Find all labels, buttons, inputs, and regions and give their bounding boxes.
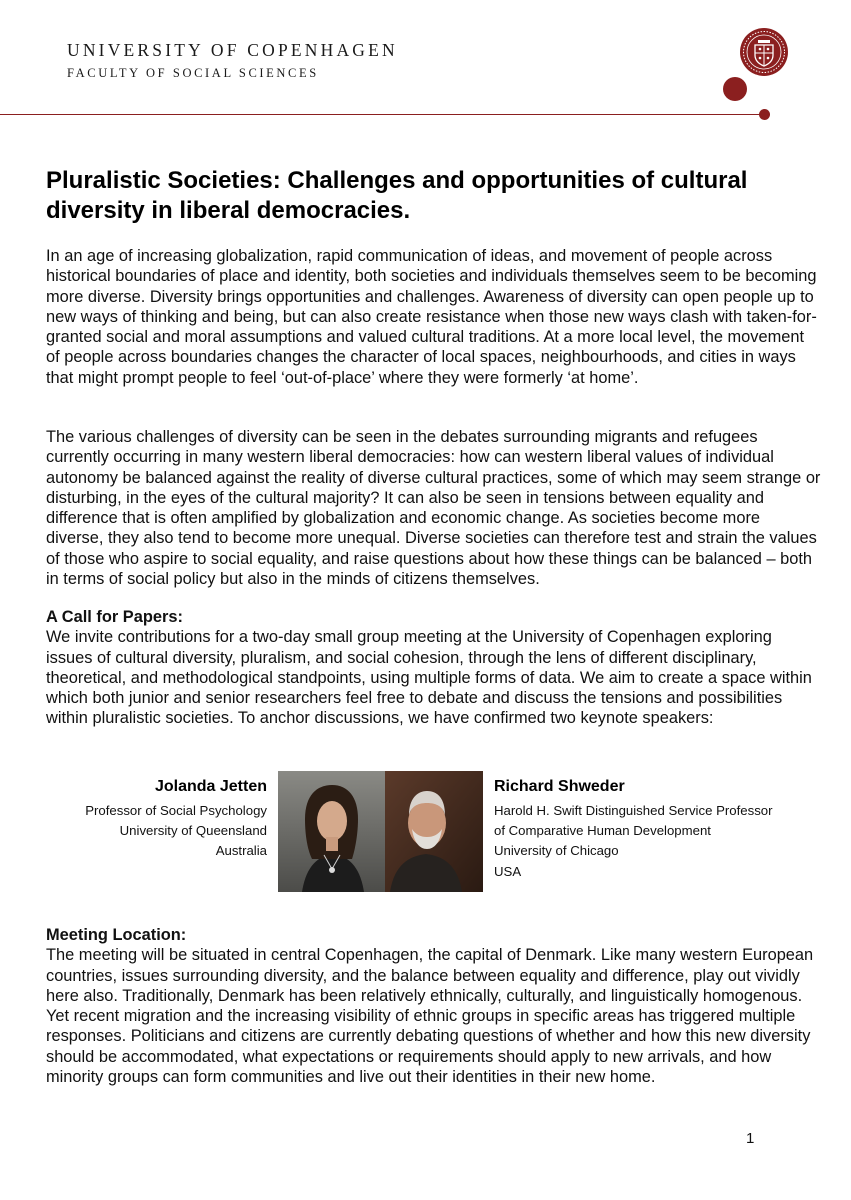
- call-for-papers-text: We invite contributions for a two-day small group meeting at the University of Copenhagen exploring issues of cultural diversity, pluralism, and social cohesion, through the lens of different disciplinary, theoretical, and methodological standpoints, using multiple forms of data. We aim to create a space within which both junior and senior researchers feel free to debate and discuss the tensions and possibilities within pluralistic societies. To anchor discussions, we have confirmed two keynote speakers:: [46, 628, 812, 728]
- page-title: Pluralistic Societies: Challenges and opportunities of cultural diversity in liberal democracies.: [46, 167, 748, 224]
- speaker-country: Australia: [215, 843, 267, 859]
- page-number: 1: [746, 1130, 755, 1147]
- call-for-papers-heading: A Call for Papers:: [46, 608, 183, 626]
- speaker-photos: [278, 771, 483, 892]
- speaker-card-shweder: [494, 778, 824, 882]
- meeting-location-text: The meeting will be situated in central Copenhagen, the capital of Denmark. Like many western European countries, issues surrounding diversity, and the balance between equality and difference, play out vividly here also. Traditionally, Denmark has been relatively ethnically, culturally, and linguistically homogenous. Yet recent migration and the increasing visibility of ethnic groups in specific areas has triggered multiple responses. Politicians and citizens are currently debating questions of whether and how this new diversity should be accommodated, what expectations or requirements should apply to new arrivals, and how minority groups can form communities and live out their identities in their new home.: [46, 946, 814, 1087]
- university-seal-icon: [739, 27, 789, 77]
- speaker-name: Jolanda Jetten: [154, 778, 267, 795]
- photo-jolanda-jetten: [278, 771, 385, 892]
- speaker-country: USA: [494, 863, 522, 879]
- speaker-institution: University of Queensland: [119, 823, 267, 839]
- intro-paragraph-2: The various challenges of diversity can be seen in the debates surrounding migrants and refugees currently occurring in many western liberal democracies: how can western liberal values of individual autonomy be balanced against the reality of diverse cultural practices, some of which may seem strange or disturbing, in the eyes of the cultural majority? It can also be seen in tensions between equality and difference that is often amplified by globalization and economic change. As societies become more diverse, they also tend to become more unequal. Diverse societies can therefore test and strain the values of those who aspire to social equality, and raise questions about how these things can be balanced – both in terms of social policy but also in the minds of citizens themselves.: [46, 428, 821, 589]
- speaker-institution: University of Chicago: [494, 843, 619, 859]
- faculty-name: FACULTY OF SOCIAL SCIENCES: [67, 66, 319, 80]
- decorative-dot-large: [723, 77, 747, 101]
- speaker-title: Professor of Social Psychology: [85, 803, 267, 818]
- university-name: UNIVERSITY OF COPENHAGEN: [67, 40, 398, 60]
- intro-paragraph-1: In an age of increasing globalization, rapid communication of ideas, and movement of people across historical boundaries of place and identity, both societies and individuals themselves seem to be becoming more diverse. Diversity brings opportunities and challenges. Awareness of diversity can open people up to new ways of thinking and being, but can also create resistance when those new ways clash with taken-for-granted social and moral assumptions and valued cultural traditions. At a more local level, the movement of people across boundaries changes the character of local spaces, neighbourhoods, and cities in ways that might prompt people to feel ‘out-of-place’ where they were formerly ‘at home’.: [46, 247, 817, 387]
- decorative-dot-small: [759, 109, 770, 120]
- header-divider: [0, 114, 765, 115]
- speaker-card-jetten: [40, 778, 267, 862]
- meeting-location-section: [46, 925, 821, 1087]
- speaker-name: Richard Shweder: [494, 778, 625, 795]
- speaker-title-continued: of Comparative Human Development: [494, 823, 711, 839]
- meeting-location-heading: Meeting Location:: [46, 926, 187, 944]
- call-for-papers-section: [46, 607, 821, 729]
- speaker-title: Harold H. Swift Distinguished Service Professor: [494, 803, 773, 818]
- photo-richard-shweder: [385, 771, 483, 892]
